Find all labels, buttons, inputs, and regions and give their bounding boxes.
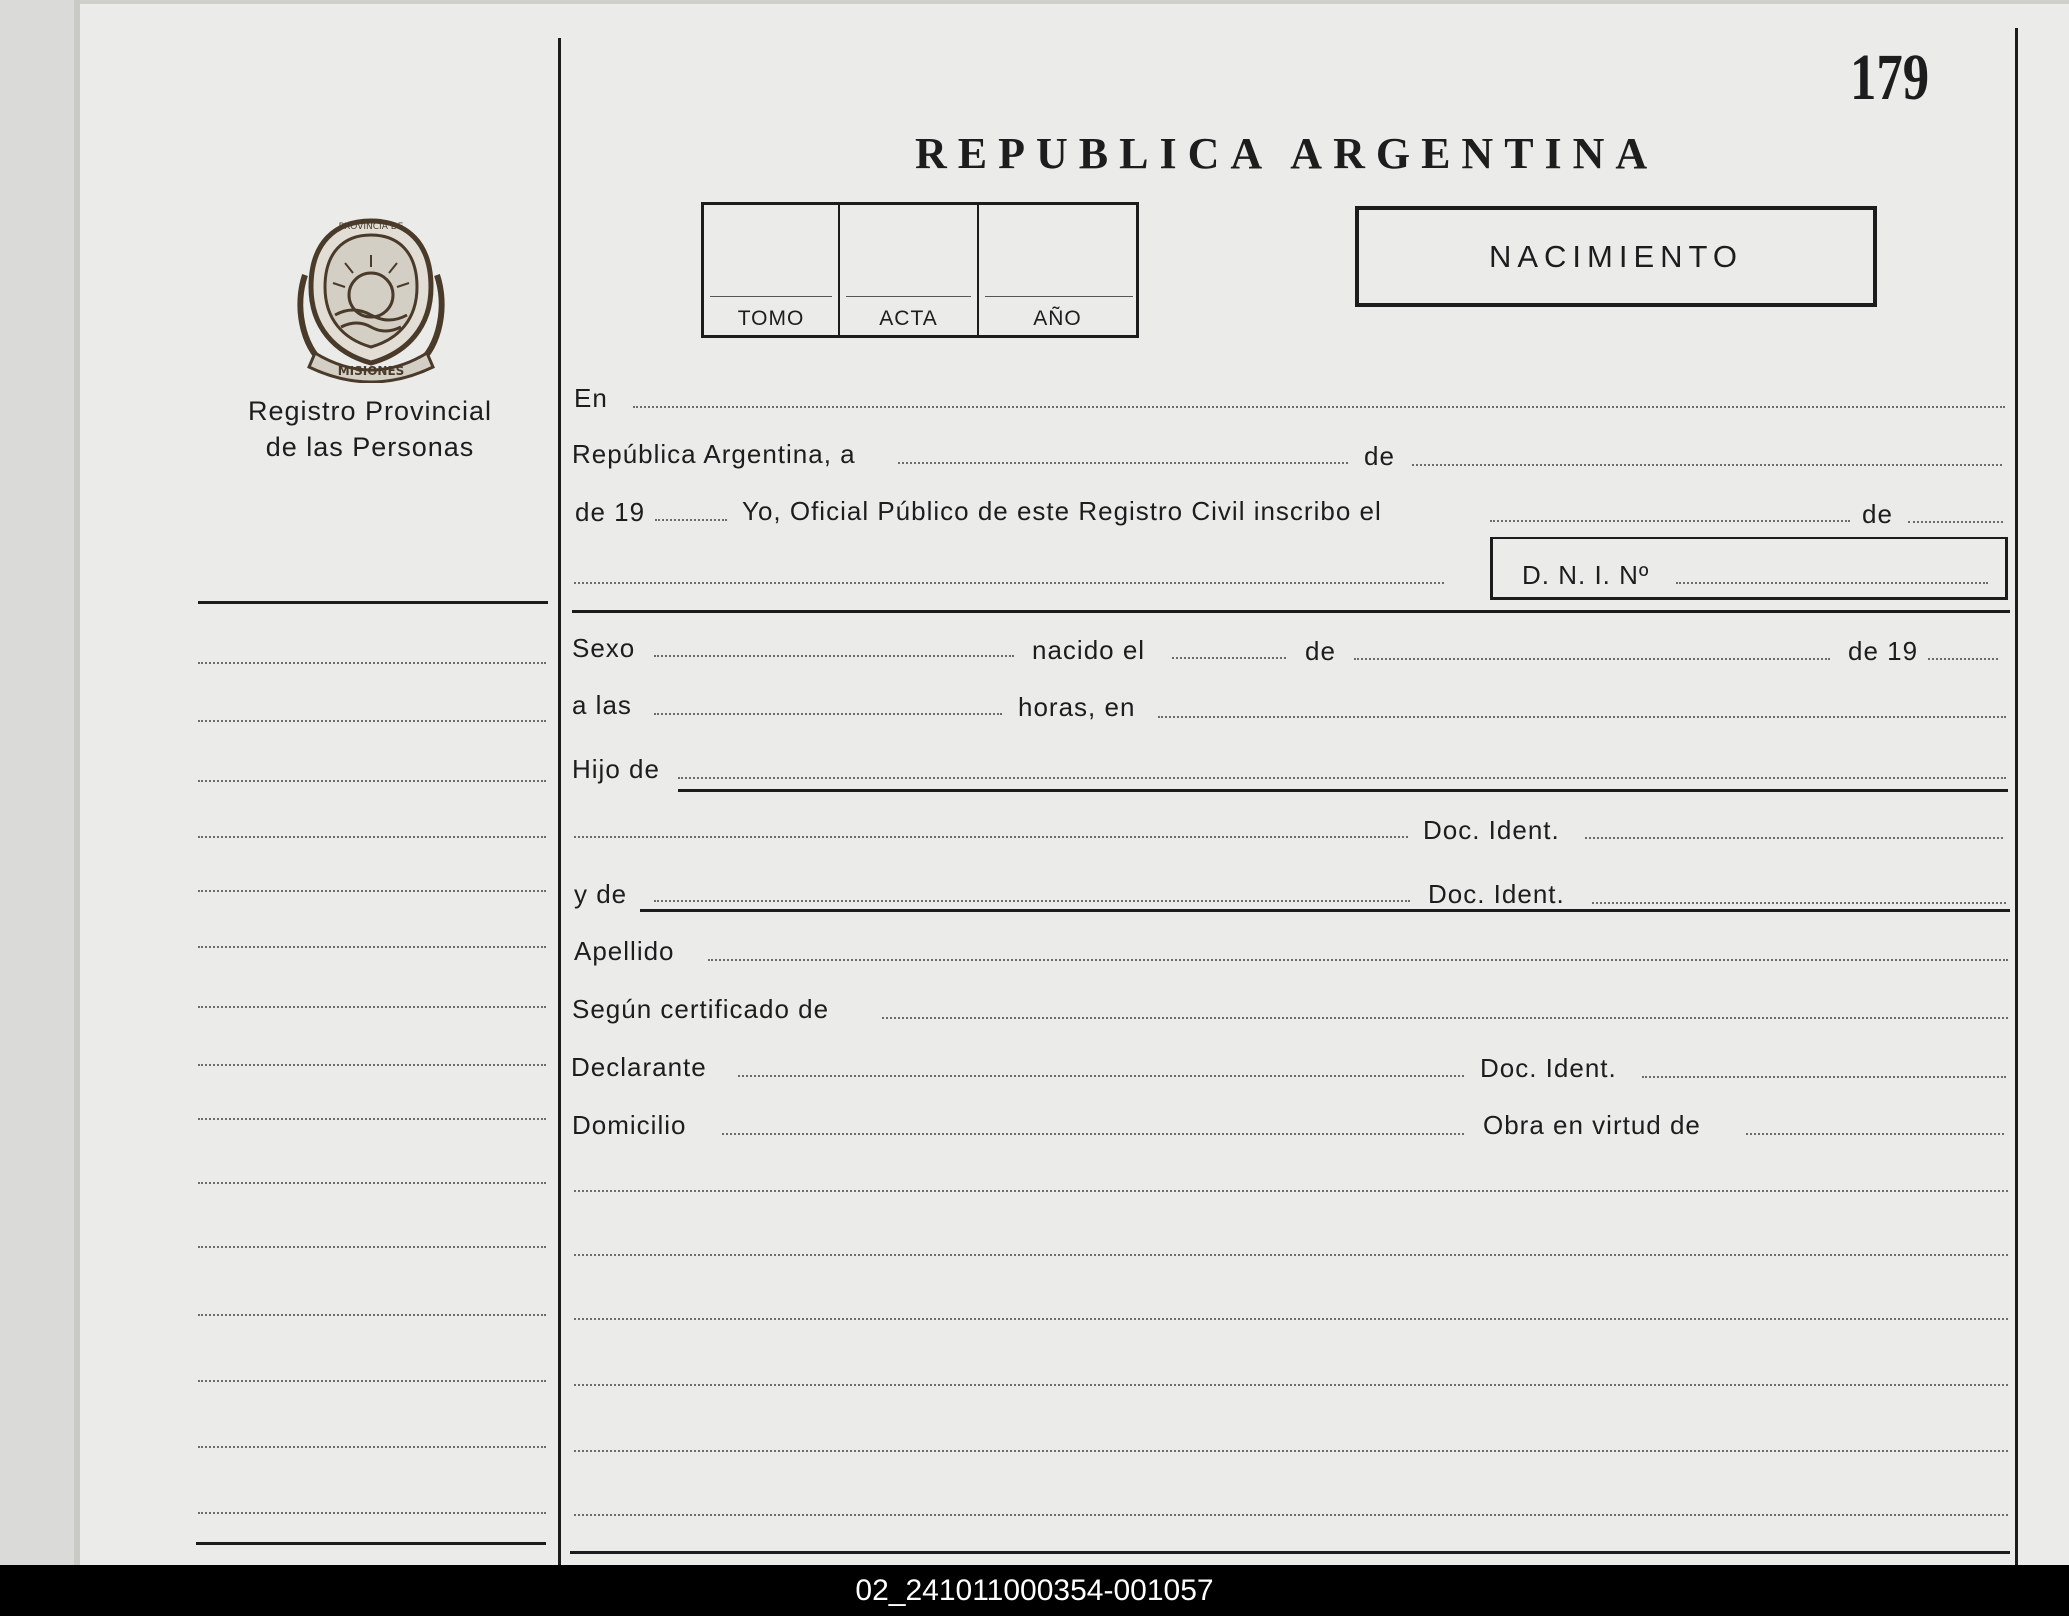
sidebar-top-rule <box>198 601 548 604</box>
left-column-divider <box>558 38 561 1565</box>
record-number-boxes <box>701 202 1139 338</box>
mother-underline <box>640 909 2010 912</box>
declarante-doc-field[interactable] <box>1642 1076 2006 1078</box>
sidebar-note-line[interactable] <box>198 1380 546 1382</box>
republica-label: República Argentina, a <box>572 439 856 469</box>
birth-month-field[interactable] <box>1354 658 1830 660</box>
declarante-label: Declarante <box>571 1052 707 1082</box>
sidebar-note-line[interactable] <box>198 1118 546 1120</box>
observation-line[interactable] <box>574 1254 2008 1256</box>
observation-line[interactable] <box>574 1384 2008 1386</box>
y-de-label: y de <box>574 879 628 909</box>
yo-oficial-label: Yo, Oficial Público de este Registro Civil inscribo el <box>742 496 1382 526</box>
horas-en-label: horas, en <box>1018 692 1136 722</box>
father-doc-field[interactable] <box>1585 837 2003 839</box>
birth-day-field[interactable] <box>1172 657 1286 659</box>
dni-field[interactable] <box>1676 582 1988 584</box>
en-label: En <box>574 383 608 413</box>
document-title: REPUBLICA ARGENTINA <box>915 129 1659 178</box>
sidebar-note-line[interactable] <box>198 1182 546 1184</box>
sidebar-note-line[interactable] <box>198 1314 546 1316</box>
sexo-label: Sexo <box>572 633 636 663</box>
sidebar-note-line[interactable] <box>198 1006 546 1008</box>
adjacent-page-edge <box>0 0 78 1565</box>
date-month-field[interactable] <box>1412 464 2002 466</box>
acta-label: ACTA <box>879 307 938 330</box>
sidebar-note-line[interactable] <box>198 662 546 664</box>
page-number: 179 <box>1850 41 1930 114</box>
observation-line[interactable] <box>574 1318 2008 1320</box>
inscribo-continued-field[interactable] <box>574 582 1444 584</box>
sheet-top-edge <box>80 0 2069 4</box>
doc-ident-label-3: Doc. Ident. <box>1480 1053 1617 1083</box>
birth-place-field[interactable] <box>1158 716 2006 718</box>
sidebar-bottom-rule <box>196 1542 546 1545</box>
apellido-label: Apellido <box>574 936 675 966</box>
de-label-2: de <box>1862 499 1893 529</box>
mother-doc-field[interactable] <box>1592 902 2006 904</box>
date-day-field[interactable] <box>898 462 1348 464</box>
sidebar-note-line[interactable] <box>198 720 546 722</box>
tomo-label: TOMO <box>737 307 805 330</box>
observation-line[interactable] <box>574 1190 2008 1192</box>
de-19-label-b: de 19 <box>1848 636 1919 666</box>
a-las-label: a las <box>572 690 632 720</box>
en-field[interactable] <box>633 406 2005 408</box>
seal-bottom-text: MISIONES <box>337 364 405 378</box>
provincial-seal <box>295 215 447 383</box>
de-label-1: de <box>1364 441 1395 471</box>
inscribo-field[interactable] <box>1490 520 1850 522</box>
obra-en-virtud-field[interactable] <box>1746 1133 2004 1135</box>
sidebar-note-line[interactable] <box>198 780 546 782</box>
obra-en-virtud-label: Obra en virtud de <box>1483 1110 1701 1140</box>
nacido-el-label: nacido el <box>1032 635 1146 665</box>
seal-top-text: PROVINCIA DE <box>338 222 404 232</box>
father-continued-field[interactable] <box>574 836 1408 838</box>
certificado-field[interactable] <box>882 1017 2008 1019</box>
observation-line[interactable] <box>574 1450 2008 1452</box>
mother-name-field[interactable] <box>654 900 1410 902</box>
scan-id: 02_241011000354-001057 <box>855 1574 1214 1607</box>
father-underline <box>678 789 2008 792</box>
form-bottom-rule <box>570 1551 2010 1554</box>
hour-field[interactable] <box>654 713 1002 715</box>
de-19-label: de 19 <box>575 497 646 527</box>
doc-ident-label-1: Doc. Ident. <box>1423 815 1560 845</box>
hijo-de-label: Hijo de <box>572 754 660 784</box>
de-label-3: de <box>1305 636 1336 666</box>
sidebar-note-line[interactable] <box>198 1064 546 1066</box>
doc-ident-label-2: Doc. Ident. <box>1428 879 1565 909</box>
sidebar-note-line[interactable] <box>198 1512 546 1514</box>
scan-id-bar <box>0 1565 2069 1616</box>
sidebar-note-line[interactable] <box>198 1446 546 1448</box>
sidebar-note-line[interactable] <box>198 1246 546 1248</box>
section-rule-1 <box>572 610 2010 613</box>
birth-year-field[interactable] <box>1928 658 1998 660</box>
dni-label: D. N. I. Nº <box>1522 560 1650 590</box>
sexo-field[interactable] <box>654 655 1014 657</box>
apellido-field[interactable] <box>708 959 2008 961</box>
segun-certificado-label: Según certificado de <box>572 994 830 1024</box>
inscribo-de-field[interactable] <box>1908 521 2003 523</box>
declarante-field[interactable] <box>738 1075 1464 1077</box>
registry-name-line1: Registro Provincial <box>247 396 493 426</box>
observation-line[interactable] <box>574 1514 2008 1516</box>
domicilio-field[interactable] <box>722 1133 1464 1135</box>
right-margin-line <box>2015 28 2018 1565</box>
domicilio-label: Domicilio <box>572 1110 687 1140</box>
anio-label: AÑO <box>1033 307 1082 330</box>
registry-name <box>220 393 520 465</box>
sidebar-note-line[interactable] <box>198 946 546 948</box>
sidebar-note-line[interactable] <box>198 836 546 838</box>
sidebar-note-line[interactable] <box>198 890 546 892</box>
year-field[interactable] <box>655 519 727 521</box>
registry-name-line2: de las Personas <box>265 432 475 462</box>
record-type-box <box>1355 206 1877 307</box>
father-name-field[interactable] <box>678 777 2006 779</box>
record-type-label: NACIMIENTO <box>1488 239 1744 274</box>
